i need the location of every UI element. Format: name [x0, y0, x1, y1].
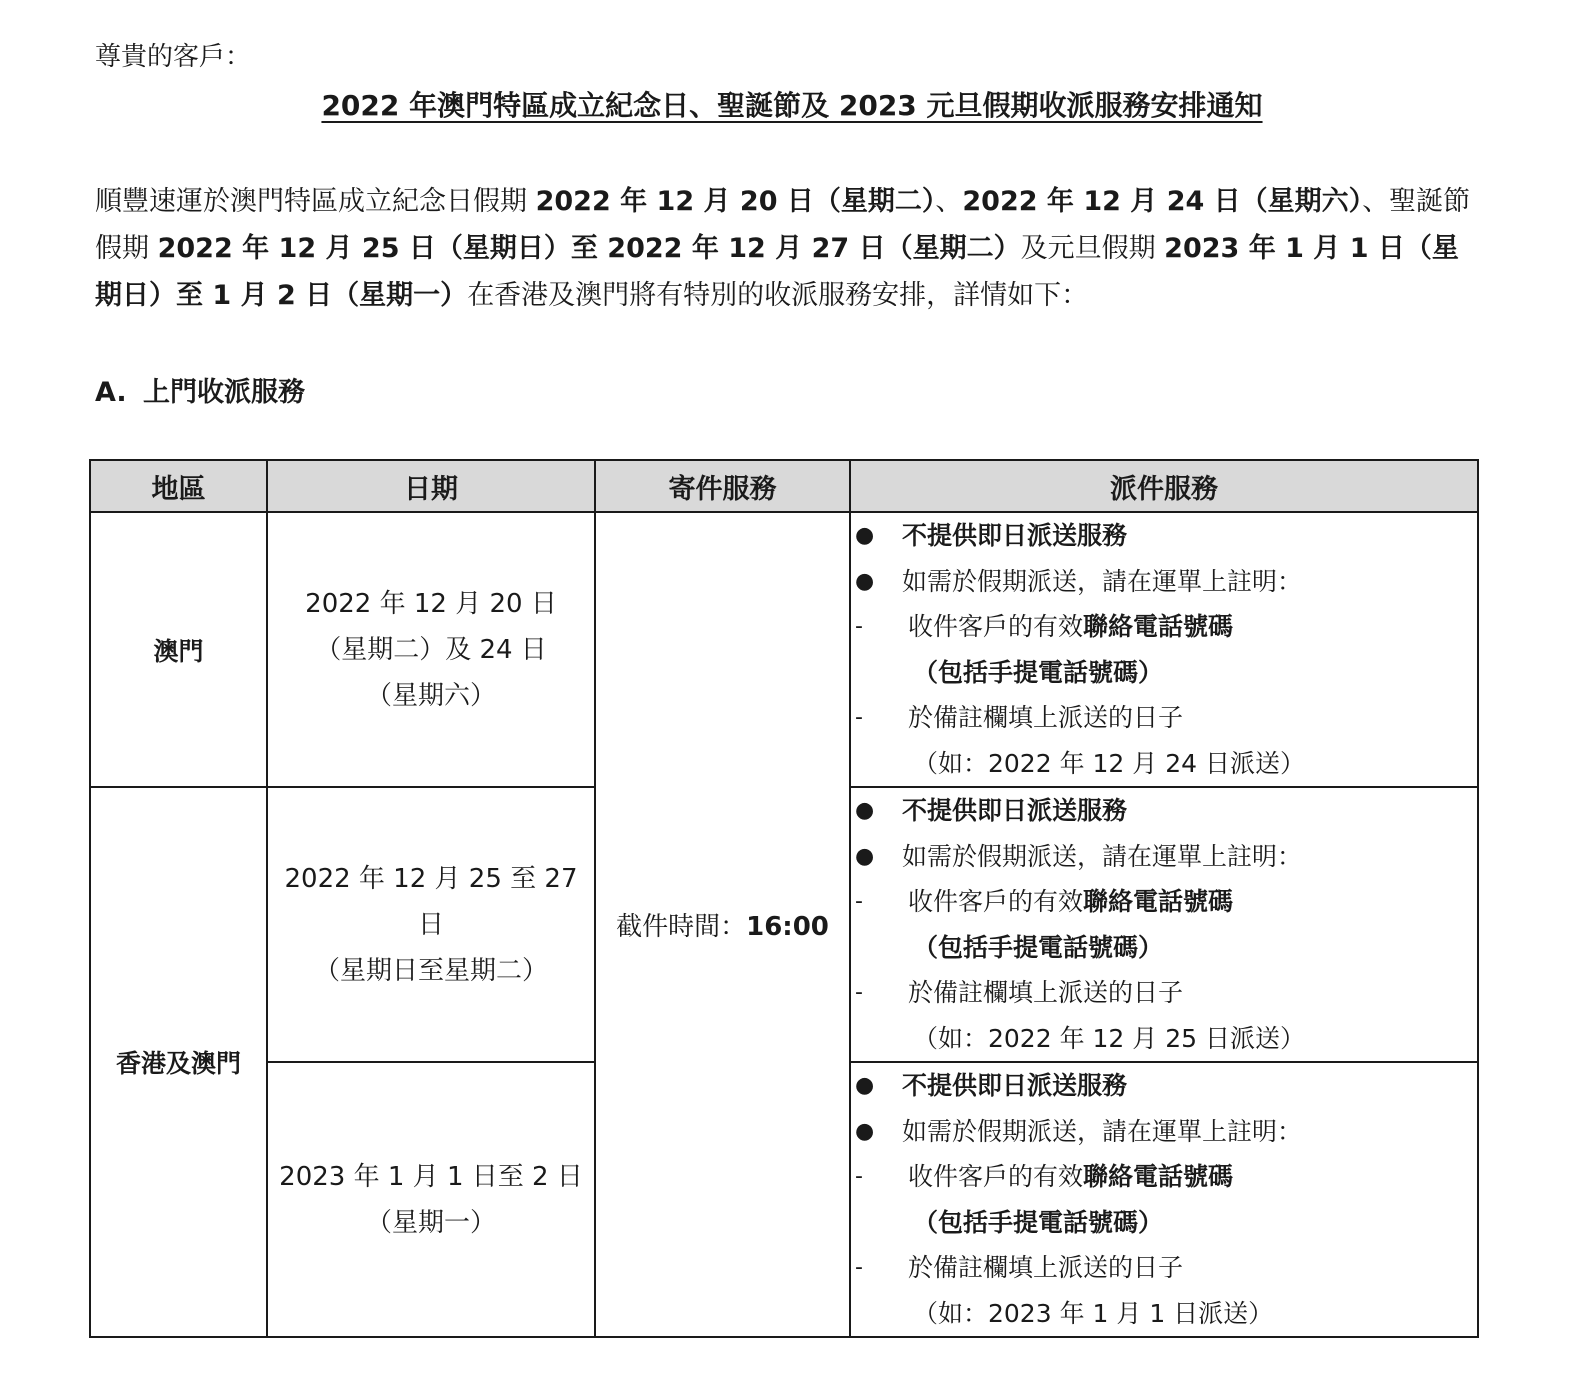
- dash-icon: -: [855, 614, 863, 639]
- remarks-text: 於備註欄填上派送的日子: [908, 978, 1184, 1007]
- date-line: （星期日至星期二）: [313, 955, 548, 986]
- date-line: 2023 年 1 月 1 日至 2 日: [279, 1161, 583, 1192]
- date-line: 2022 年 12 月 25 至 27 日: [284, 863, 578, 940]
- cutoff-time: 16:00: [746, 912, 829, 942]
- mobile-text: （包括手提電話號碼）: [913, 1207, 1164, 1237]
- contact-text: 聯絡電話號碼: [1083, 612, 1234, 641]
- dash-icon: -: [855, 705, 863, 730]
- list-item: [851, 879, 1477, 925]
- cutoff-cell: [595, 512, 850, 1337]
- list-item: [851, 559, 1477, 605]
- header-date: 日期: [267, 460, 595, 512]
- list-item: [851, 970, 1477, 1016]
- recipient-text: 收件客戶的有效: [908, 887, 1084, 916]
- remarks-text: 於備註欄填上派送的日子: [908, 703, 1184, 732]
- dash-icon: -: [855, 889, 863, 914]
- header-deliver: 派件服務: [850, 460, 1478, 512]
- date-cell: [267, 512, 595, 787]
- list-item: [851, 925, 1477, 971]
- list-item: [851, 513, 1477, 559]
- contact-text: 聯絡電話號碼: [1083, 887, 1234, 916]
- table-row: [90, 512, 1478, 787]
- example-text: （如：2022 年 12 月 24 日派送）: [913, 748, 1305, 778]
- date-cell: [267, 1062, 595, 1337]
- mobile-text: （包括手提電話號碼）: [913, 932, 1164, 962]
- delivery-cell: [850, 787, 1478, 1062]
- delivery-cell: [850, 512, 1478, 787]
- bullet-icon: ●: [855, 843, 875, 869]
- notice-title-text: 2022 年澳門特區成立紀念日、聖誕節及 2023 元旦假期收派服務安排通知: [321, 89, 1263, 122]
- if-needed-text: 如需於假期派送，請在運單上註明：: [902, 566, 1303, 596]
- bullet-icon: ●: [855, 568, 875, 594]
- list-item: [851, 1154, 1477, 1200]
- mobile-text: （包括手提電話號碼）: [913, 657, 1164, 687]
- no-same-day-text: 不提供即日派送服務: [902, 796, 1128, 825]
- list-item: [851, 1109, 1477, 1155]
- contact-text: 聯絡電話號碼: [1083, 1162, 1234, 1191]
- intro-text-2: 、聖誕節假期: [95, 186, 1471, 264]
- list-item: [851, 650, 1477, 696]
- intro-date-4: 2023 年 1 月 1 日（星期日）至 1 月 2 日（星期一）: [95, 233, 1459, 311]
- list-item: [851, 604, 1477, 650]
- cutoff-label: 截件時間：: [616, 912, 747, 942]
- service-table: [89, 459, 1479, 1338]
- list-item: [851, 695, 1477, 741]
- greeting: 尊貴的客戶：: [95, 42, 252, 72]
- intro-sep: 、: [935, 186, 963, 217]
- if-needed-text: 如需於假期派送，請在運單上註明：: [902, 841, 1303, 871]
- example-text: （如：2022 年 12 月 25 日派送）: [913, 1023, 1305, 1053]
- header-send: 寄件服務: [595, 460, 850, 512]
- section-label: A.: [95, 377, 127, 408]
- intro-date-1: 2022 年 12 月 20 日（星期二）: [535, 186, 936, 217]
- region-macau: 澳門: [90, 512, 267, 787]
- bullet-icon: ●: [855, 523, 875, 548]
- date-line: （星期一）: [365, 1207, 496, 1238]
- remarks-text: 於備註欄填上派送的日子: [908, 1253, 1184, 1282]
- intro-text-4: 在香港及澳門將有特別的收派服務安排，詳情如下：: [467, 280, 1089, 311]
- bullet-icon: ●: [855, 1073, 875, 1098]
- intro-date-3: 2022 年 12 月 25 日（星期日）至 2022 年 12 月 27 日（星期二）: [157, 233, 1021, 264]
- list-item: [851, 834, 1477, 880]
- recipient-text: 收件客戶的有效: [908, 1162, 1084, 1191]
- delivery-cell: [850, 1062, 1478, 1337]
- list-item: [851, 788, 1477, 834]
- no-same-day-text: 不提供即日派送服務: [902, 521, 1128, 550]
- intro-text-1: 順豐速運於澳門特區成立紀念日假期: [95, 186, 536, 217]
- list-item: [851, 1291, 1477, 1337]
- recipient-text: 收件客戶的有效: [908, 612, 1084, 641]
- intro-text-3: 及元旦假期: [1020, 233, 1165, 264]
- list-item: [851, 1200, 1477, 1246]
- date-line: （星期二）及 24 日: [315, 634, 547, 665]
- date-line: 2022 年 12 月 20 日: [305, 588, 557, 619]
- date-cell: [267, 787, 595, 1062]
- dash-icon: -: [855, 980, 863, 1005]
- intro-paragraph: [95, 178, 1480, 319]
- list-item: [851, 741, 1477, 787]
- date-line: （星期六）: [365, 680, 496, 711]
- list-item: [851, 1245, 1477, 1291]
- list-item: [851, 1016, 1477, 1062]
- intro-date-2: 2022 年 12 月 24 日（星期六）: [962, 186, 1363, 217]
- bullet-icon: ●: [855, 798, 875, 823]
- dash-icon: -: [855, 1255, 863, 1280]
- bullet-icon: ●: [855, 1118, 875, 1144]
- section-title: 上門收派服務: [143, 377, 305, 408]
- example-text: （如：2023 年 1 月 1 日派送）: [913, 1298, 1274, 1328]
- no-same-day-text: 不提供即日派送服務: [902, 1071, 1128, 1100]
- section-heading: [95, 370, 305, 409]
- table-header-row: [90, 460, 1478, 512]
- dash-icon: -: [855, 1164, 863, 1189]
- notice-title: [0, 84, 1584, 124]
- list-item: [851, 1063, 1477, 1109]
- header-region: 地區: [90, 460, 267, 512]
- region-hk-macau: 香港及澳門: [90, 787, 267, 1337]
- if-needed-text: 如需於假期派送，請在運單上註明：: [902, 1116, 1303, 1146]
